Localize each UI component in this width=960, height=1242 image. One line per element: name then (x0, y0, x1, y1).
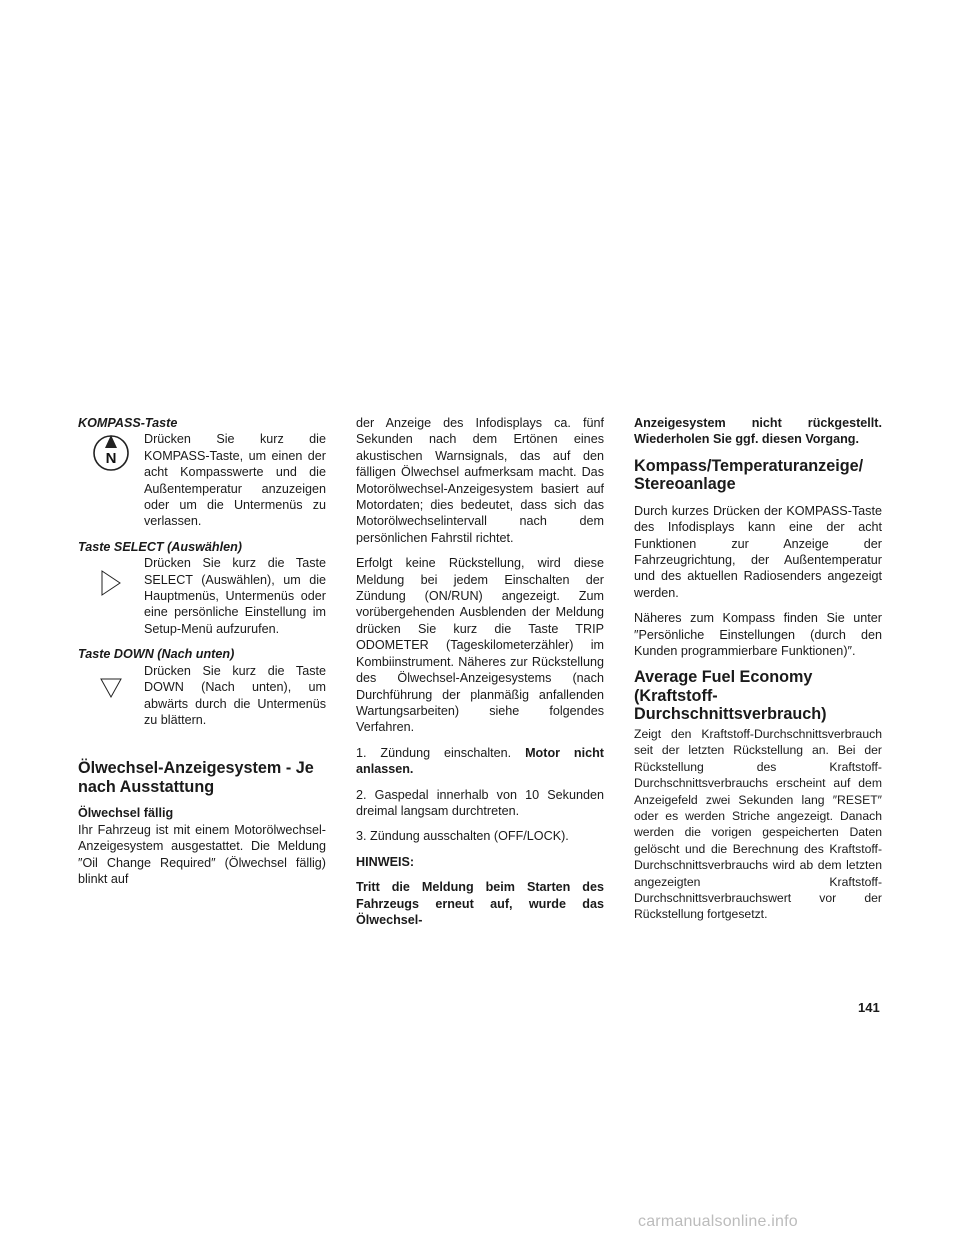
select-heading: Taste SELECT (Auswählen) (78, 539, 242, 554)
down-triangle-icon (78, 663, 144, 705)
page-number: 141 (858, 1000, 880, 1015)
oil-para-1: der Anzeige des Infodisplays ca. fünf Sekunden nach dem Ertönen eines akustischen Warnsignals, das auf den fälligen Ölwechsel aufmerksam macht. Das Motorölwechsel-Anzeigesystem basiert auf Motordaten; dies bedeutet, dass sich das Motorölwechselintervall nach dem persönlichen Fahrstil richtet. (356, 416, 604, 545)
fuel-text: Zeigt den Kraftstoff-Durchschnittsverbrauch seit der letzten Rückstellung an. Bei der Rückstellung des Kraftstoff-Durchschnittsverbrauchs erscheint auf dem Anzeigefeld zwei Sekunden lang ″RESET″ oder es werden Striche angezeigt. Danach werden die vorigen gespeicherten Daten gelöscht und die Berechnung des Kraftstoff-Durchschnittsverbrauchs wird ab dem letzten angezeigten Kraftstoff-Durchschnittsverbrauchswert vor der Rückstellung fortgesetzt. (634, 726, 882, 922)
watermark: carmanualsonline.info (638, 1213, 798, 1230)
step-2: 2. Gaspedal innerhalb von 10 Sekunden dreimal langsam durchtreten. (356, 787, 604, 818)
oil-para-2: Erfolgt keine Rückstellung, wird diese Meldung bei jedem Einschalten der Zündung (ON/RUN) angezeigt. Zum vorübergehenden Ausblenden der Meldung drücken Sie kurz die Taste TRIP ODOMETER (Tageskilometerzähler) im Kombiinstrument. Näheres zur Rückstellung des Ölwechsel-Anzeigesystems (nach Durchführung der planmäßig anfallenden Wartungsarbeiten) siehe folgendes Verfahren. (356, 556, 604, 735)
fuel-section-title: Average Fuel Economy (Kraftstoff-Durchschnittsverbrauch) (634, 668, 827, 724)
kompass-row (78, 431, 326, 529)
select-row (78, 555, 326, 637)
compass-para-1: Durch kurzes Drücken der KOMPASS-Taste des Infodisplays kann eine der acht Funktionen zur Anzeige der Fahrzeugrichtung, der Außentemperatur und des aktuellen Radiosenders angezeigt werden. (634, 503, 882, 600)
oil-section-title: Ölwechsel-Anzeigesystem - Je nach Ausstattung (78, 759, 314, 796)
select-text: Drücken Sie kurz die Taste SELECT (Auswählen), um die Hauptmenüs, Untermenüs oder eine persönliche Einstellung im Setup-Menü aufzurufen. (144, 556, 326, 636)
note-continued: Anzeigesystem nicht rückgestellt. Wiederholen Sie ggf. diesen Vorgang. (634, 416, 882, 447)
down-text: Drücken Sie kurz die Taste DOWN (Nach unten), um abwärts durch die Untermenüs zu blättern. (144, 663, 326, 727)
column-2 (356, 415, 604, 937)
compass-letter: N (105, 450, 117, 468)
compass-para-2: Näheres zum Kompass finden Sie unter ″Persönliche Einstellungen (durch den Kunden programmierbare Funktionen)″. (634, 611, 882, 659)
kompass-heading: KOMPASS-Taste (78, 416, 178, 430)
compass-section-title: Kompass/Temperaturanzeige/ Stereoanlage (634, 456, 864, 494)
kompass-text: Drücken Sie kurz die KOMPASS-Taste, um einen der acht Kompasswerte und die Außentemperatur anzuzeigen oder um die Untermenüs zu verlassen. (144, 432, 326, 529)
note-text: Tritt die Meldung beim Starten des Fahrzeugs erneut auf, wurde das Ölwechsel- (356, 880, 604, 927)
step-1-text: 1. Zündung einschalten. (356, 745, 512, 760)
step-1-bold: Motor nicht anlassen. (356, 745, 604, 777)
column-3 (634, 415, 882, 932)
step-1 (356, 745, 604, 778)
column-1 (78, 415, 326, 896)
right-triangle-icon (78, 555, 144, 605)
down-heading: Taste DOWN (Nach unten) (78, 647, 235, 662)
compass-icon (78, 431, 144, 473)
note-label: HINWEIS: (356, 854, 415, 869)
down-row (78, 663, 326, 729)
oil-text: Ihr Fahrzeug ist mit einem Motorölwechsel-Anzeigesystem ausgestattet. Die Meldung ″Oil Change Required″ (Ölwechsel fällig) blinkt auf (78, 822, 326, 886)
oil-sub-title: Ölwechsel fällig (78, 806, 174, 821)
step-3: 3. Zündung ausschalten (OFF/LOCK). (356, 829, 569, 844)
